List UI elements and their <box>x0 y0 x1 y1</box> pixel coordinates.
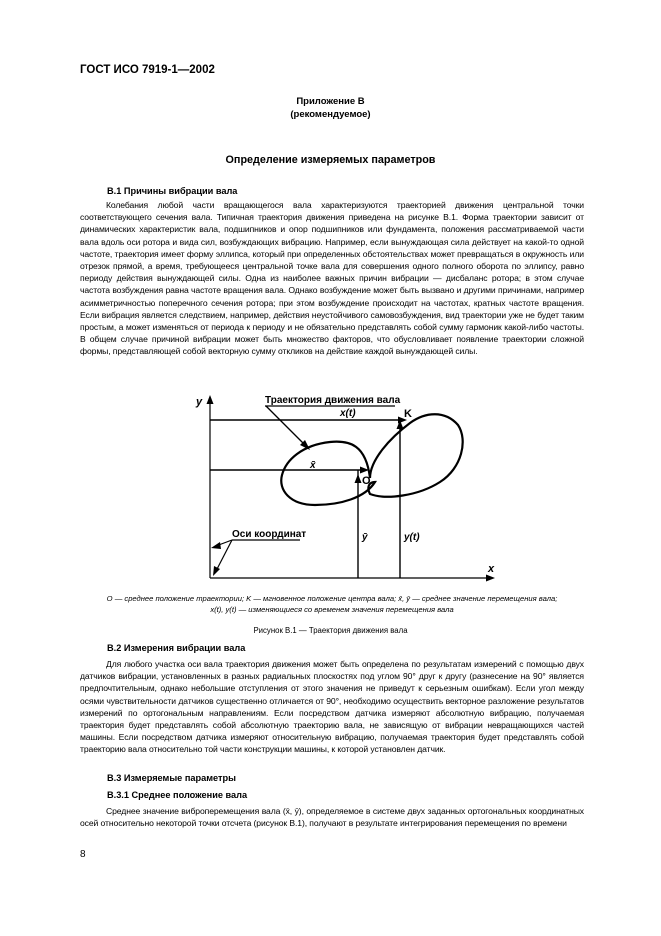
paragraph-b1: Колебания любой части вращающегося вала характеризуются траекторией движения центральной точки соответствующего сечения вала. Типичная траектория движения приведена на рисунке В.1. Форма траектории зависит от динамических характеристик вала, подшипников и опор подшипников или фундамента, положения рассматриваемой части вала вдоль оси ротора и вида сил, возбуждающих вибрацию. Например, если вынуждающая сила действует на какой-то одной частоте, траектория имеет форму эллипса, который при определенных обстоятельствах может превращаться в окружность или отрезок прямой, а время, требующееся центральной точке вала для совершения одного полного оборота по эллипсу, равно периоду действия вынуждающей силы. Одна из наиболее важных причин вибрации — дисбаланс ротора; в этом случае частота возбуждения равна частоте вращения вала. Однако возбуждение может быть вызвано и другими причинами, например асимметричностью поперечного сечения ротора; при этом возбуждение происходит на частотах, кратных частоте вращения. Если вибрация является следствием, например, действия неустойчивого самовозбуждения, вид траектории уже не будет таким простым, а может изменяться от периода к периоду и не обязательно представлять собой сумму гармоник какой-либо частоты. В общем случае причиной вибрации может быть множество факторов, что обусловливает появление траектории сложной формы, представляющей собой векторную сумму откликов на действие каждой вынуждающей силы. <box>80 200 584 357</box>
x-mean-label: x̄ <box>310 460 316 471</box>
x-axis-arrow <box>486 575 495 582</box>
trajectory-leader-line <box>266 406 306 446</box>
axes-leader-arrow-1 <box>211 542 221 549</box>
paragraph-b31: Среднее значение виброперемещения вала (x̄, ȳ), определяемое в системе двух заданных ортогональных координатных осей относительно некоторой точки отсчета (рисунок В.1), получают в результате интегрирования перемещения по времени <box>80 806 584 829</box>
figure-title: Рисунок В.1 — Траектория движения вала <box>253 626 408 635</box>
point-o-label: O <box>362 475 371 487</box>
annex-type: (рекомендуемое) <box>290 109 371 120</box>
annex-heading <box>0 95 661 121</box>
document-header: ГОСТ ИСО 7919-1—2002 <box>80 64 215 76</box>
axes-leader-arrow-2 <box>213 566 220 576</box>
axes-callout-label: Оси координат <box>232 529 307 540</box>
page-number: 8 <box>80 849 86 860</box>
annex-label: Приложение В <box>296 96 365 107</box>
subsection-heading-b3: В.3 Измеряемые параметры <box>107 773 236 783</box>
paragraph-b2: Для любого участка оси вала траектория движения может быть определена по результатам измерений с помощью двух датчиков вибрации, установленных в разных радиальных плоскостях под углом 90° друг к другу (разнесение на 90° является предпочтительным, однако небольшие отступления от этого значения не приведут к серьезным ошибкам). Если угол между осями чувствительности датчиков существенно отличается от 90°, необходимо осуществить векторное разложение результатов измерений по ортогональным направлениям. Если посредством датчика измеряют абсолютную вибрацию, получаемая траектория будет представлять собой абсолютную траекторию вала, не зависящую от вибрации невращающихся частей машины. Если посредством датчика измеряют относительную вибрацию, получаемая траектория будет представлять собой траекторию вала относительно той части конструкции машины, к которой установлен датчик. <box>80 659 584 755</box>
y-axis-arrow <box>207 395 214 404</box>
subsection-heading-b1: В.1 Причины вибрации вала <box>107 186 238 196</box>
y-t-label: y(t) <box>404 532 420 543</box>
point-k-label: K <box>404 408 412 420</box>
trajectory-callout-label: Траектория движения вала <box>265 395 401 406</box>
x-t-label: x(t) <box>340 408 356 419</box>
figure-legend-line-2: x(t), y(t) — изменяющиеся со временем значения перемещения вала <box>210 605 454 614</box>
subsection-heading-b2: В.2 Измерения вибрации вала <box>107 643 246 653</box>
y-mean-label: ȳ <box>362 532 368 543</box>
subsection-heading-b31: В.3.1 Среднее положение вала <box>107 790 248 800</box>
figure-legend <box>80 593 584 615</box>
trajectory-curve <box>281 414 462 505</box>
x-axis-label: x <box>488 563 495 575</box>
y-mean-arrow <box>355 474 362 483</box>
section-title: Определение измеряемых параметров <box>225 154 436 166</box>
y-axis-label: y <box>196 396 203 408</box>
figure-legend-line-1: O — среднее положение траектории; K — мгновенное положение центра вала; x̄, ȳ — среднее значение перемещения вала; <box>106 594 558 603</box>
shaft-trajectory-figure <box>190 390 500 590</box>
